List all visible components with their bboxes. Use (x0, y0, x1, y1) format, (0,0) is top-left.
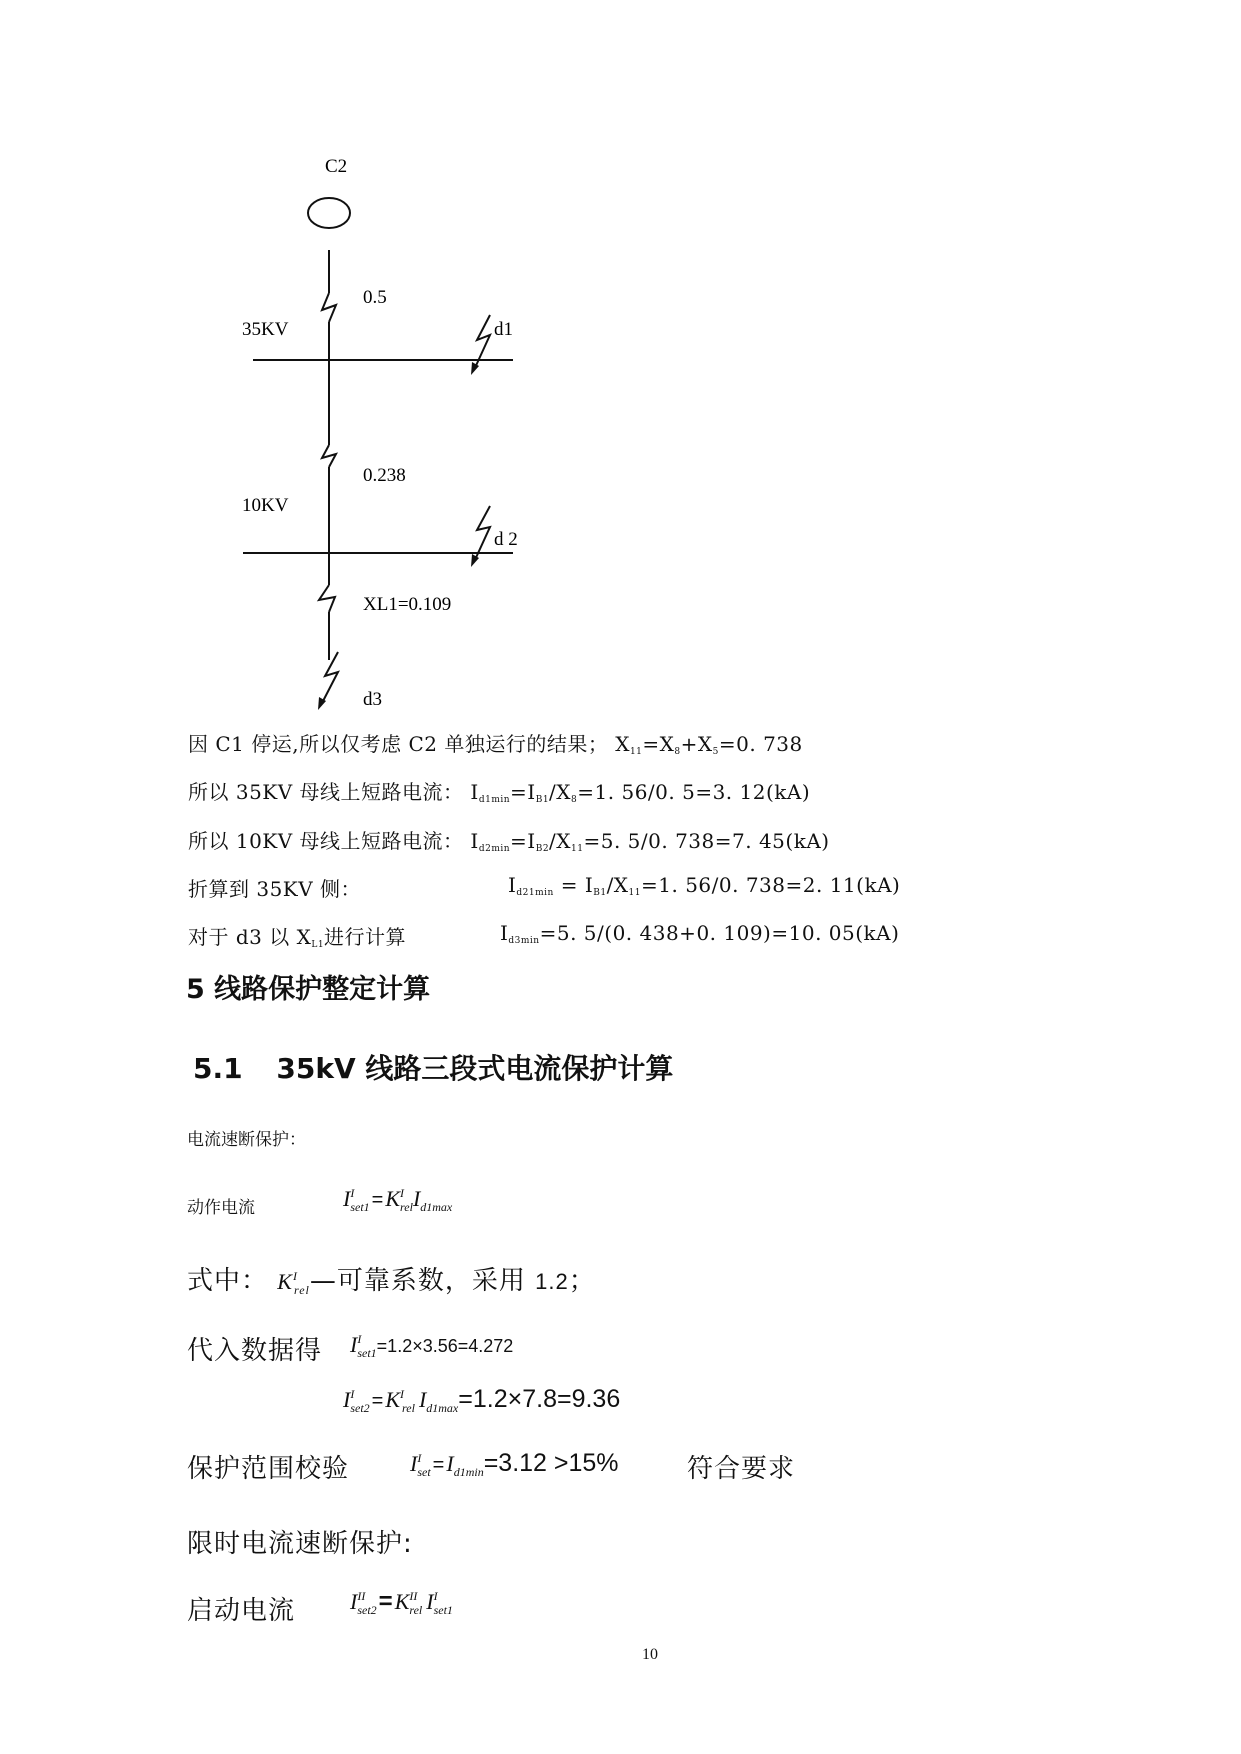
section-5-1-heading (193, 1047, 673, 1087)
substitute-formula-1: $I^I_{set1}=1.2\times 3.56=4.272$ (350, 1332, 514, 1360)
section-5-1-number: 5.1 (193, 1052, 243, 1085)
page-number: 10 (642, 1646, 658, 1663)
substitute-label: 代入数据得 (187, 1336, 323, 1366)
impedance-xl1-symbol (319, 585, 335, 612)
start-current-formula: $I^{II}_{set2}=K^{II}_{rel}$ $I^I_{set1}$ (350, 1588, 453, 1617)
calc-line-1: 因 C1 停运,所以仅考虑 C2 单独运行的结果； $X_{11}=X_8+X_5=0$. 738 (188, 732, 803, 757)
fault-d1-symbol (474, 315, 490, 370)
calc-line-5-formula: $I_{d3min}=5$. 5/(0. 438+0. 109)=10. 05(kA) (500, 921, 900, 946)
source-c2-symbol (308, 198, 350, 228)
start-current-label: 启动电流 (187, 1596, 296, 1626)
quick-break-heading: 电流速断保护： (187, 1130, 306, 1150)
label-fault-d3: d3 (363, 689, 382, 710)
range-check-result: 符合要求 (687, 1454, 796, 1484)
calc-line-5-label: 对于 d3 以 $X_{L1}$进行计算 (188, 925, 407, 950)
calc-line-3: 所以 10KV 母线上短路电流： $I_{d2min}=I_{B2}/X_{11}=5$. 5/0. 738=7. 45(kA) (188, 829, 830, 854)
label-c2: C2 (325, 156, 348, 177)
label-bus-35kv: 35KV (242, 319, 289, 340)
label-x-0-5: 0.5 (363, 287, 387, 308)
calc-line-2: 所以 35KV 母线上短路电流： $I_{d1min}=I_{B1}/X_8=1$. 56/0. 5=3. 12(kA) (188, 780, 811, 805)
section-5-1-title: 35kV 线路三段式电流保护计算 (276, 1052, 674, 1085)
label-xl1: XL1=0.109 (363, 594, 452, 615)
calc-line-4-label: 折算到 35KV 侧： (188, 877, 362, 901)
label-fault-d1: d1 (494, 319, 513, 340)
action-current-label: 动作电流 (187, 1198, 255, 1218)
where-line: 式中： $K^I_{rel}—$可靠系数，采用 1.2； (187, 1266, 596, 1297)
range-check-formula: $I^I_{set} =I_{d1min}=3.12 >15\%$ (410, 1449, 619, 1479)
label-x-0-238: 0.238 (363, 465, 406, 486)
action-current-formula: $I^I_{set1} =K^I_{rel}I_{d1max}$ (343, 1186, 453, 1214)
substitute-formula-2: $I^I_{set2} =K^I_{rel}$ $I_{d1max}=1.2\times 7.8=9.36$ (343, 1385, 621, 1415)
range-check-label: 保护范围校验 (187, 1454, 350, 1484)
calc-line-4-formula: $I_{d21min} = I_{B1}/X_{11}=1$. 56/0. 738=2. 11(kA) (508, 873, 901, 898)
timed-quick-break-heading: 限时电流速断保护: (187, 1529, 413, 1559)
one-line-diagram (0, 0, 1241, 720)
section-5-heading: 5 线路保护整定计算 (186, 974, 431, 1005)
label-fault-d2: d 2 (494, 529, 518, 550)
label-bus-10kv: 10KV (242, 495, 289, 516)
impedance-0-5-symbol (322, 293, 336, 322)
impedance-0-238-symbol (322, 445, 336, 467)
